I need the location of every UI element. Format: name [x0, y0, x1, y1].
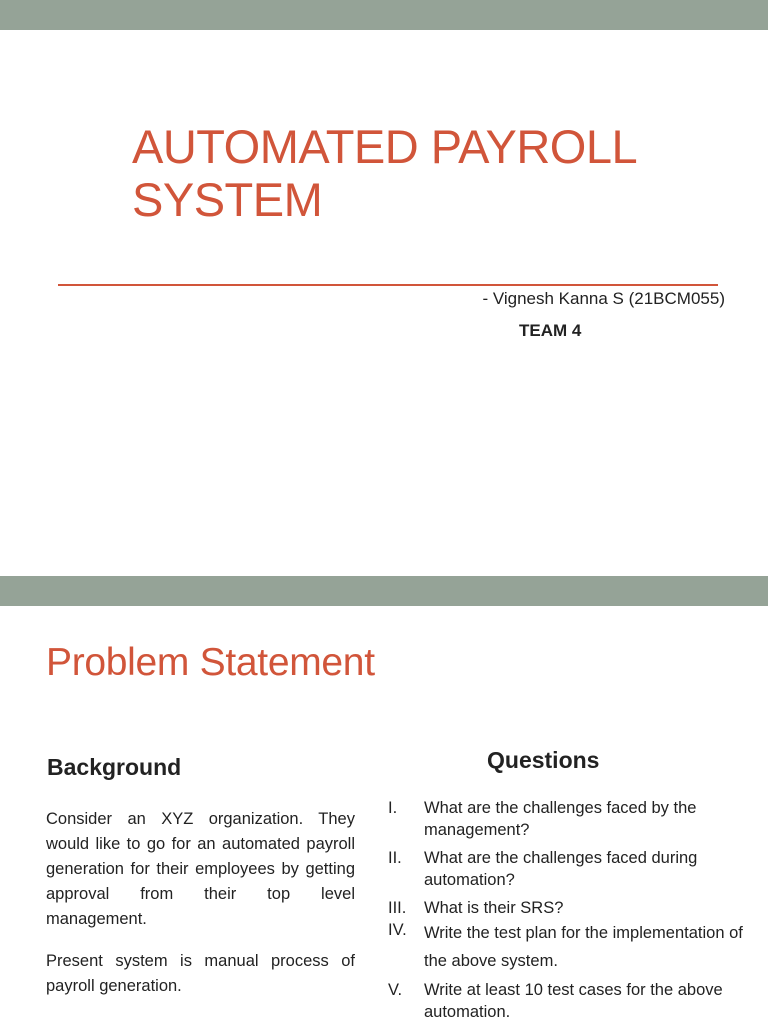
- background-heading: Background: [47, 754, 182, 780]
- question-item: [388, 797, 760, 841]
- question-item: [388, 847, 760, 891]
- question-text: What are the challenges faced by the management?: [424, 799, 697, 839]
- questions-heading: Questions: [487, 747, 600, 773]
- questions-list: [388, 797, 760, 1023]
- question-item: [388, 919, 760, 975]
- question-item: [388, 979, 760, 1023]
- question-number: V.: [388, 981, 403, 999]
- question-number: III.: [388, 899, 407, 917]
- question-text: What is their SRS?: [424, 899, 564, 917]
- question-number: IV.: [388, 921, 407, 939]
- question-number: I.: [388, 799, 398, 817]
- question-item: [388, 897, 760, 919]
- team-label: TEAM 4: [519, 321, 582, 340]
- slide-title-line-1: AUTOMATED PAYROLL: [132, 120, 638, 173]
- slide-title: [132, 120, 732, 226]
- question-text: Write the test plan for the implementation of the above system.: [424, 924, 743, 970]
- question-text: What are the challenges faced during automation?: [424, 849, 698, 889]
- problem-statement-title: Problem Statement: [46, 641, 375, 684]
- author-line: - Vignesh Kanna S (21BCM055): [482, 289, 725, 308]
- slide-header-bar: [0, 576, 768, 606]
- background-paragraph-2: Present system is manual process of payroll generation.: [46, 952, 355, 995]
- problem-statement-slide: [0, 576, 768, 1024]
- background-paragraph-1: Consider an XYZ organization. They would like to go for an automated payroll generation for their employees by getting approval from their top level management.: [46, 810, 355, 928]
- title-divider: [58, 284, 718, 286]
- slide-title-line-2: SYSTEM: [132, 173, 323, 226]
- question-number: II.: [388, 849, 402, 867]
- question-text: Write at least 10 test cases for the above automation.: [424, 981, 723, 1021]
- slide-header-bar: [0, 0, 768, 30]
